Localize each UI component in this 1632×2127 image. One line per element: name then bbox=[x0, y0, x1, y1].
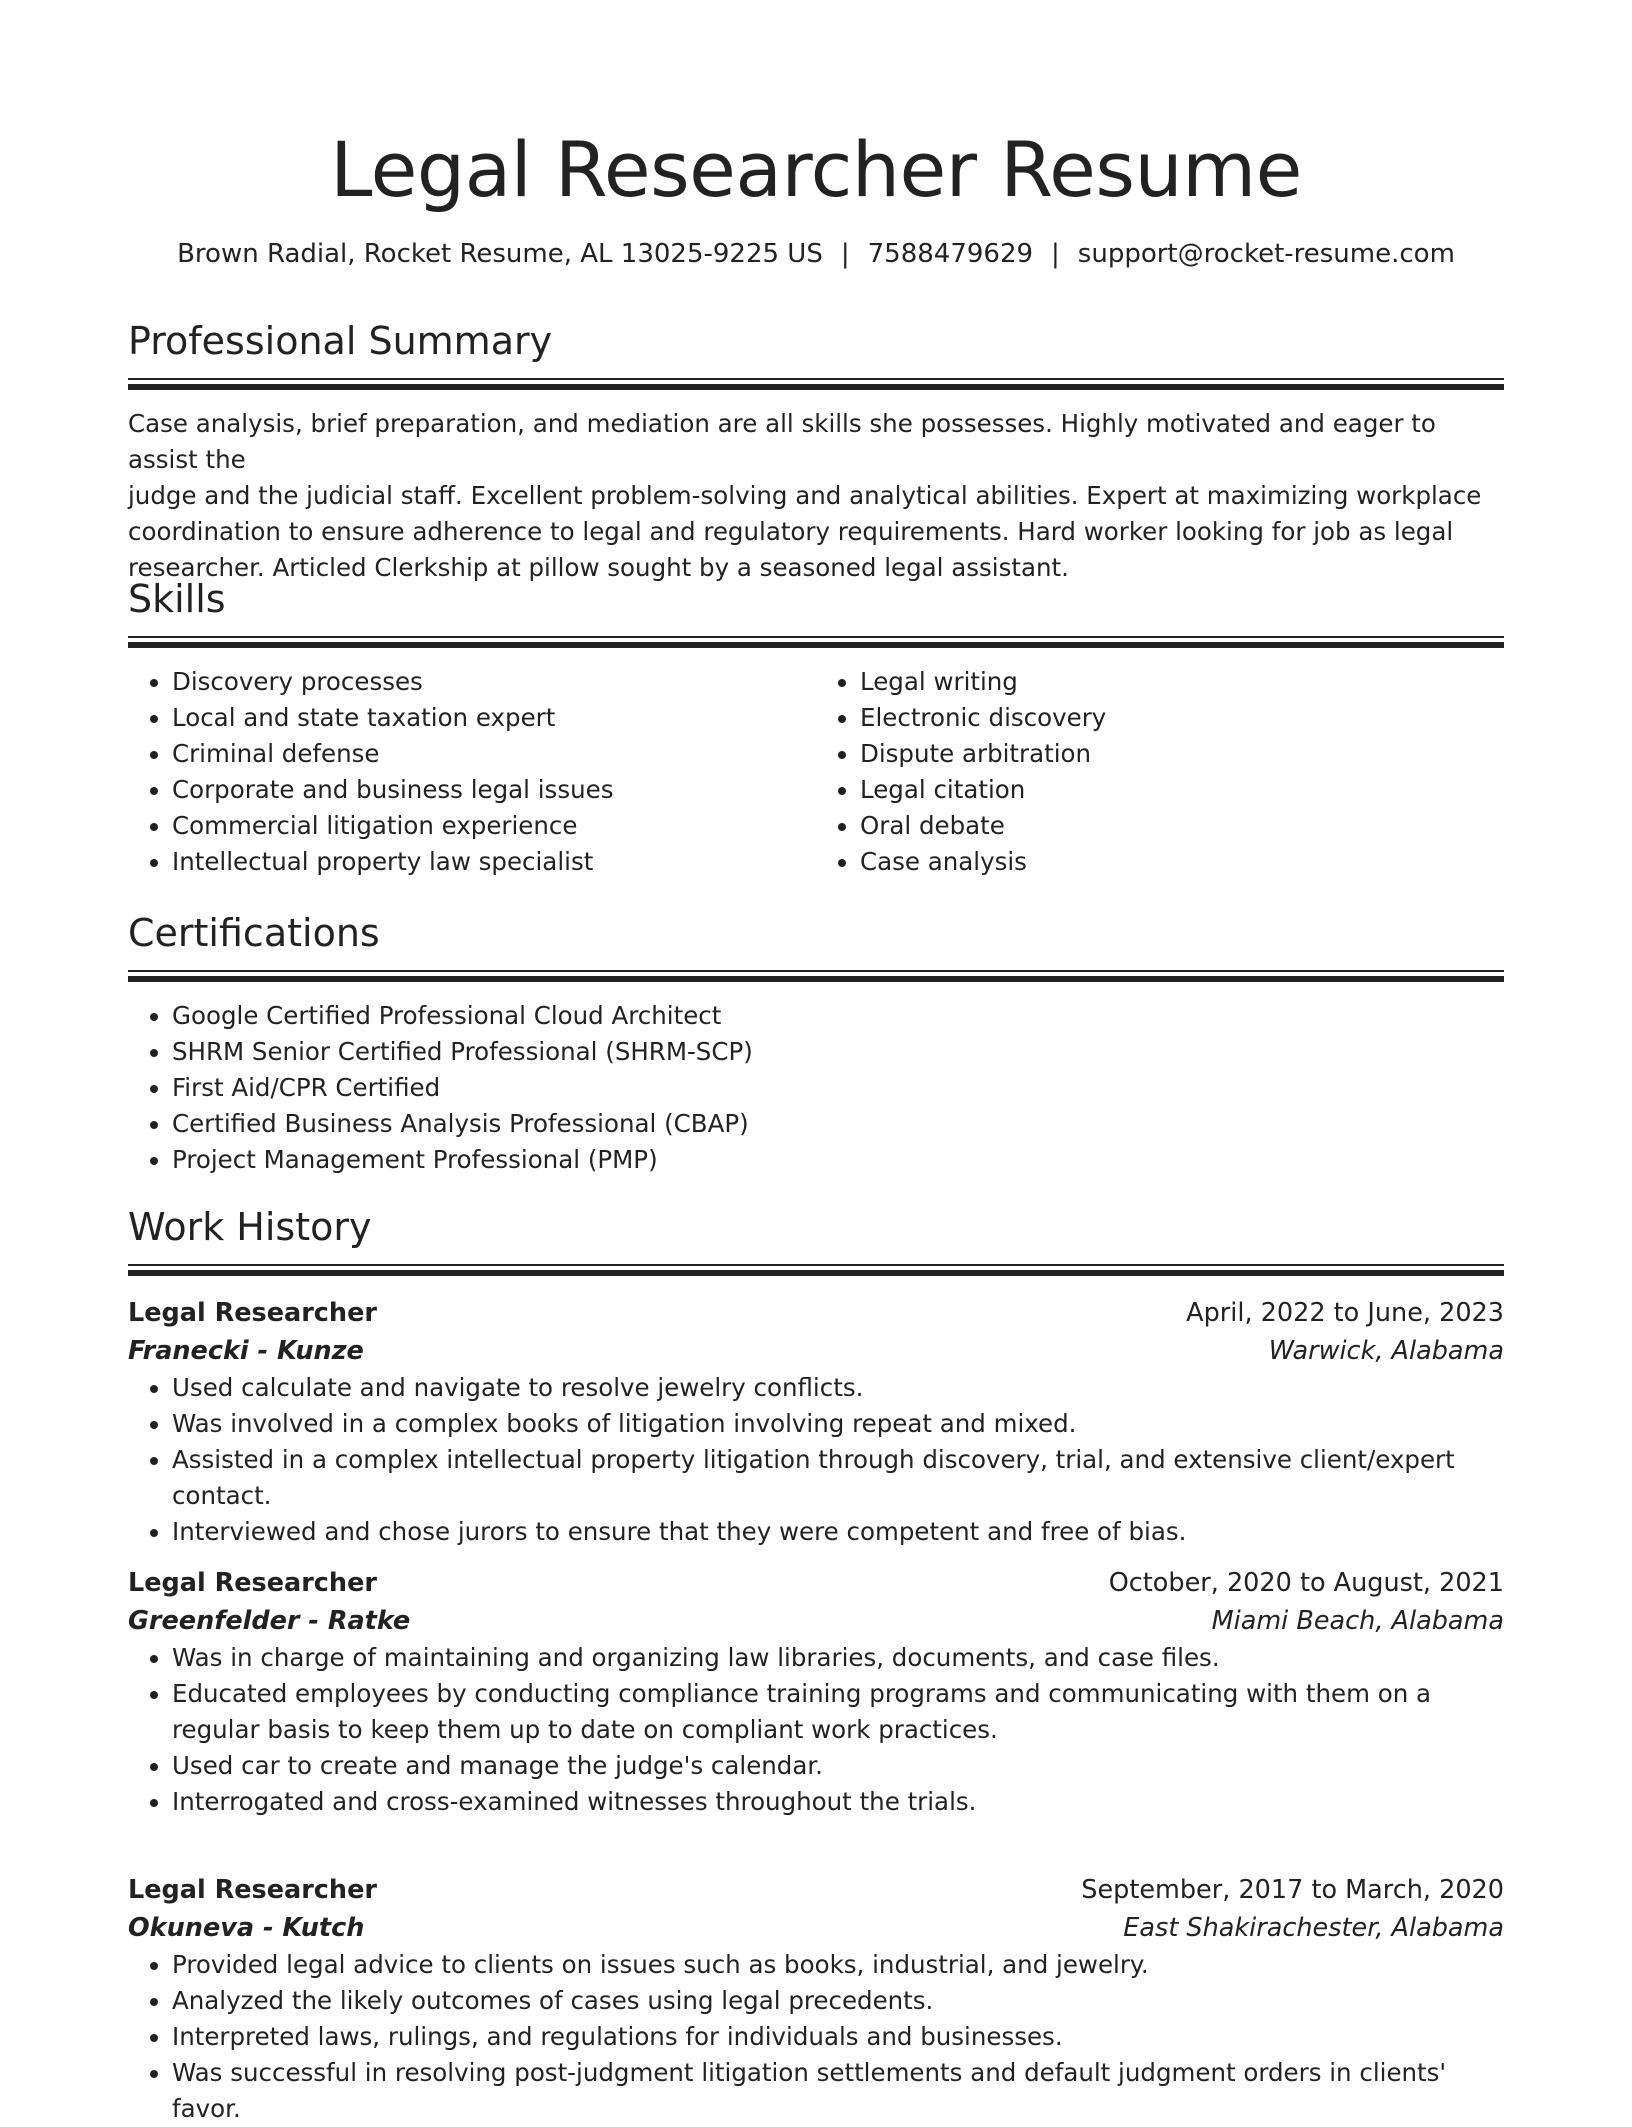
job-bullet: • Interrogated and cross-examined witnesses throughout the trials. bbox=[172, 1784, 1464, 1820]
skill-item: • Discovery processes bbox=[172, 664, 816, 700]
skill-item: • Local and state taxation expert bbox=[172, 700, 816, 736]
skill-item: • Dispute arbitration bbox=[860, 736, 1504, 772]
skill-item: • Oral debate bbox=[860, 808, 1504, 844]
job-entry bbox=[128, 1871, 1504, 2127]
job-bullets bbox=[128, 1370, 1504, 1550]
summary-line: judge and the judicial staff. Excellent problem-solving and analytical abilities. Expert at maximizing workplace bbox=[128, 481, 1482, 510]
certification-item: • First Aid/CPR Certified bbox=[172, 1070, 1504, 1106]
job-title: Legal Researcher bbox=[128, 1298, 377, 1328]
job-bullet: • Interviewed and chose jurors to ensure that they were competent and free of bias. bbox=[172, 1514, 1504, 1550]
contact-separator: | bbox=[840, 239, 850, 269]
job-dates: October, 2020 to August, 2021 bbox=[1108, 1568, 1504, 1598]
certification-item: • SHRM Senior Certified Professional (SHRM-SCP) bbox=[172, 1034, 1504, 1070]
job-location: Warwick, Alabama bbox=[1268, 1336, 1504, 1366]
skill-item: • Electronic discovery bbox=[860, 700, 1504, 736]
job-title: Legal Researcher bbox=[128, 1875, 377, 1905]
job-bullet: • Was successful in resolving post-judgment litigation settlements and default judgment orders in clients' favor. bbox=[172, 2055, 1504, 2127]
resume-title: Legal Researcher Resume bbox=[330, 125, 1302, 214]
section-rule bbox=[128, 378, 1504, 390]
section-rule bbox=[128, 970, 1504, 982]
job-bullet: • Interpreted laws, rulings, and regulations for individuals and businesses. bbox=[172, 2019, 1504, 2055]
job-dates: April, 2022 to June, 2023 bbox=[1186, 1298, 1504, 1328]
skill-item: • Commercial litigation experience bbox=[172, 808, 816, 844]
resume-page bbox=[128, 0, 1504, 2123]
skills-list-left bbox=[128, 664, 816, 880]
contact-email[interactable]: support@rocket-resume.com bbox=[1077, 239, 1455, 269]
job-company: Franecki - Kunze bbox=[128, 1336, 364, 1366]
contact-phone: 7588479629 bbox=[867, 239, 1034, 269]
summary-line: Case analysis, brief preparation, and mediation are all skills she possesses. Highly motivated and eager to assist the bbox=[128, 409, 1436, 474]
section-rule bbox=[128, 636, 1504, 648]
job-entry bbox=[128, 1564, 1504, 1820]
job-bullets bbox=[128, 1947, 1504, 2127]
skill-item: • Legal citation bbox=[860, 772, 1504, 808]
work-history-section bbox=[128, 1204, 1504, 1276]
skill-item: • Legal writing bbox=[860, 664, 1504, 700]
summary-section bbox=[128, 318, 1504, 586]
job-bullet: • Assisted in a complex intellectual property litigation through discovery, trial, and extensive client/expert contact. bbox=[172, 1442, 1504, 1514]
summary-text bbox=[128, 406, 1504, 586]
job-location: East Shakirachester, Alabama bbox=[1123, 1913, 1504, 1943]
job-bullet: • Was in charge of maintaining and organizing law libraries, documents, and case files. bbox=[172, 1640, 1464, 1676]
skills-section bbox=[128, 576, 1504, 880]
job-entry bbox=[128, 1294, 1504, 1550]
job-bullet: • Educated employees by conducting compliance training programs and communicating with them on a regular basis to keep them up to date on compliant work practices. bbox=[172, 1676, 1464, 1748]
summary-line: coordination to ensure adherence to legal and regulatory requirements. Hard worker looking for job as legal bbox=[128, 517, 1454, 546]
certification-item: • Google Certified Professional Cloud Architect bbox=[172, 998, 1504, 1034]
certifications-list bbox=[128, 998, 1504, 1178]
skills-grid bbox=[128, 664, 1504, 880]
section-heading-work-history: Work History bbox=[128, 1205, 372, 1249]
job-bullet: • Used car to create and manage the judge's calendar. bbox=[172, 1748, 1464, 1784]
section-heading-summary: Professional Summary bbox=[128, 319, 553, 363]
job-dates: September, 2017 to March, 2020 bbox=[1081, 1875, 1504, 1905]
job-bullet: • Was involved in a complex books of litigation involving repeat and mixed. bbox=[172, 1406, 1504, 1442]
contact-address: Brown Radial, Rocket Resume, AL 13025-9225 US bbox=[177, 239, 823, 269]
job-bullet: • Used calculate and navigate to resolve jewelry conflicts. bbox=[172, 1370, 1504, 1406]
job-bullets bbox=[128, 1640, 1504, 1820]
summary-line: researcher. Articled Clerkship at pillow sought by a seasoned legal assistant. bbox=[128, 553, 1069, 582]
section-heading-certifications: Certifications bbox=[128, 911, 380, 955]
skill-item: • Case analysis bbox=[860, 844, 1504, 880]
skill-item: • Intellectual property law specialist bbox=[172, 844, 816, 880]
skill-item: • Corporate and business legal issues bbox=[172, 772, 816, 808]
skill-item: • Criminal defense bbox=[172, 736, 816, 772]
job-title: Legal Researcher bbox=[128, 1568, 377, 1598]
section-rule bbox=[128, 1264, 1504, 1276]
certifications-section bbox=[128, 910, 1504, 1178]
contact-line bbox=[128, 238, 1504, 270]
job-bullet: • Provided legal advice to clients on issues such as books, industrial, and jewelry. bbox=[172, 1947, 1504, 1983]
job-company: Okuneva - Kutch bbox=[128, 1913, 365, 1943]
certification-item: • Project Management Professional (PMP) bbox=[172, 1142, 1504, 1178]
job-bullet: • Analyzed the likely outcomes of cases using legal precedents. bbox=[172, 1983, 1504, 2019]
job-company: Greenfelder - Ratke bbox=[128, 1606, 411, 1636]
section-heading-skills: Skills bbox=[128, 577, 226, 621]
job-location: Miami Beach, Alabama bbox=[1211, 1606, 1504, 1636]
contact-separator: | bbox=[1051, 239, 1060, 269]
skills-list-right bbox=[816, 664, 1504, 880]
certification-item: • Certified Business Analysis Professional (CBAP) bbox=[172, 1106, 1504, 1142]
